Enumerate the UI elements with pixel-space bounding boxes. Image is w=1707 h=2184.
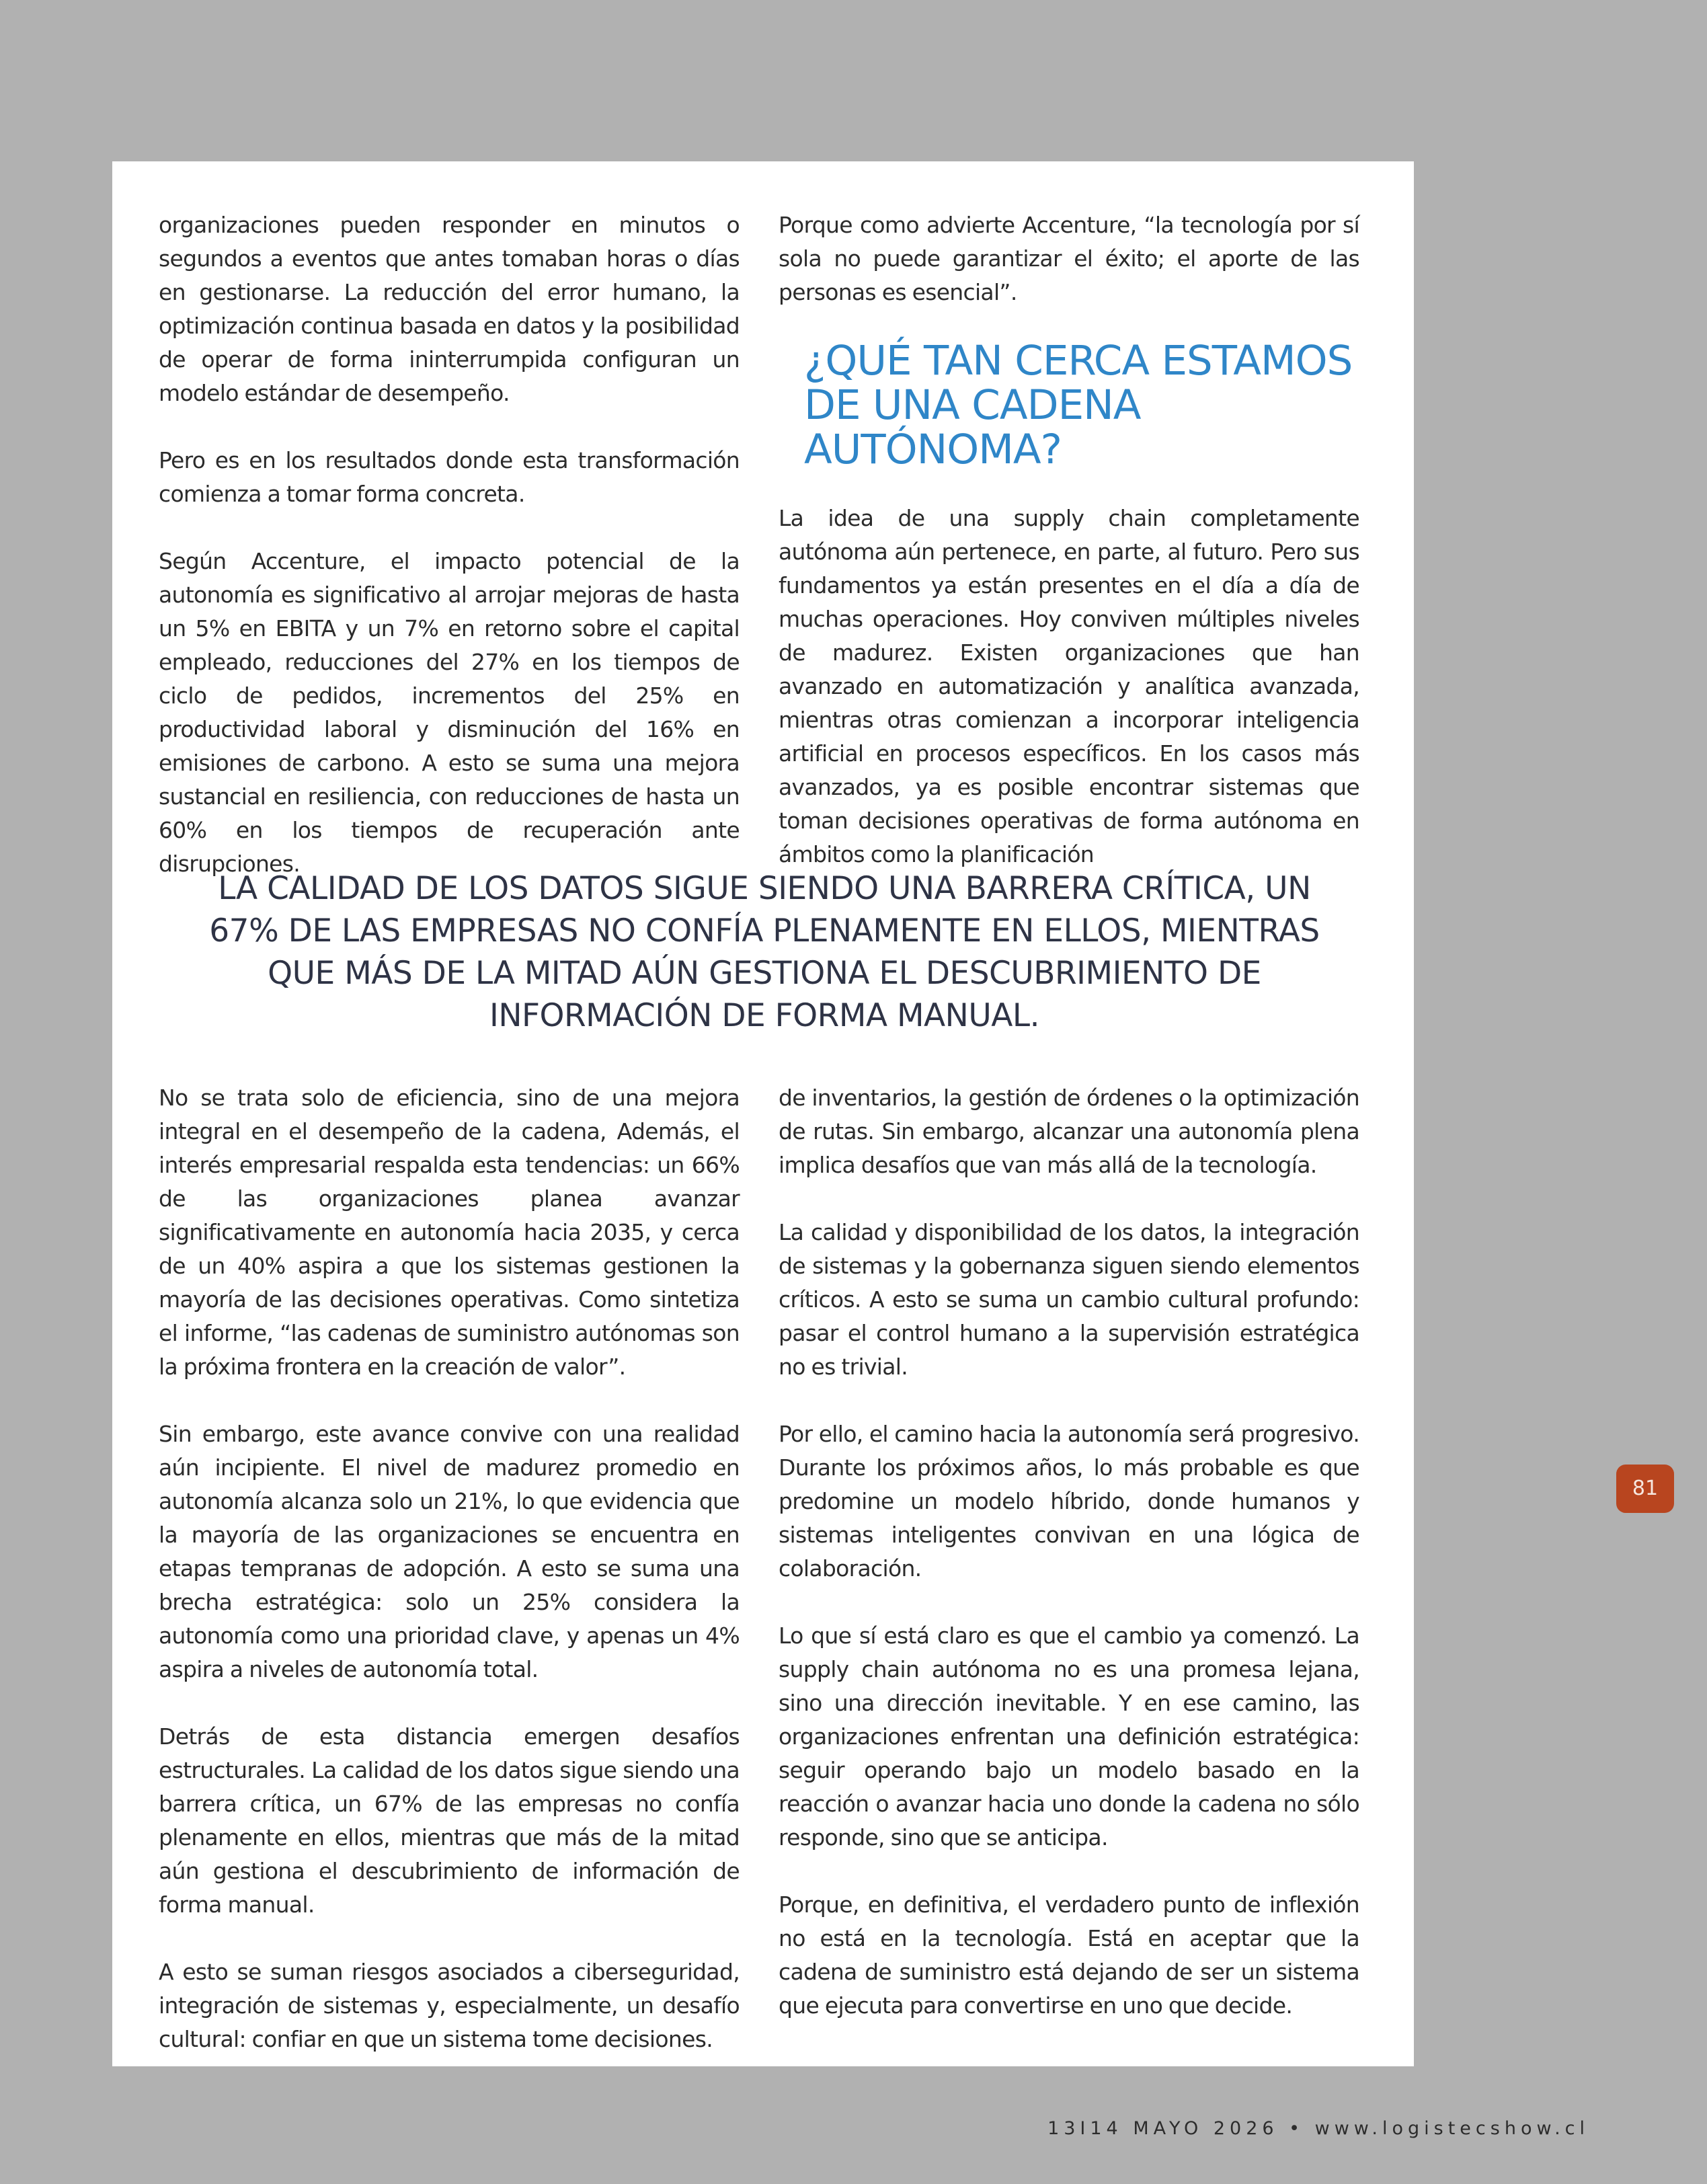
column-left-bottom [159,1081,740,2056]
article-page [112,161,1414,2066]
paragraph: La idea de una supply chain completamente autónoma aún pertenece, en parte, al futuro. Pero sus fundamentos ya están presentes en el día a día de muchas operaciones. Hoy conviven múltiples niveles de madurez. Existen organizaciones que han avanzado en automatización y analítica avanzada, mientras otras comienzan a incorporar inteligencia artificial en procesos específicos. En los casos más avanzados, ya es posible encontrar sistemas que toman decisiones operativas de forma autónoma en ámbitos como la planificación [779,505,1359,867]
paragraph: Porque como advierte Accenture, “la tecnología por sí sola no puede garantizar el éxito; el aporte de las personas es esencial”. [779,212,1359,305]
paragraph: Sin embargo, este avance convive con una realidad aún incipiente. El nivel de madurez promedio en autonomía alcanza solo un 21%, lo que evidencia que la mayoría de las organizaciones se encuentra en etapas tempranas de adopción. A esto se suma una brecha estratégica: solo un 25% considera la autonomía como una prioridad clave, y apenas un 4% aspira a niveles de autonomía total. [159,1421,740,1682]
paragraph: Porque, en definitiva, el verdadero punto de inflexión no está en la tecnología. Está en aceptar que la cadena de suministro está dejando de ser un sistema que ejecuta para convertirse en uno que decide. [779,1892,1359,2019]
page-number-badge: 81 [1616,1465,1674,1513]
paragraph: Según Accenture, el impacto potencial de la autonomía es significativo al arrojar mejoras de hasta un 5% en EBITA y un 7% en retorno sobre el capital empleado, reducciones del 27% en los tiempos de ciclo de pedidos, incrementos del 25% en productividad laboral y disminución del 16% en emisiones de carbono. A esto se suma una mejora sustancial en resiliencia, con reducciones de hasta un 60% en los tiempos de recuperación ante disrupciones. [159,548,740,877]
paragraph: Detrás de esta distancia emergen desafíos estructurales. La calidad de los datos sigue siendo una barrera crítica, un 67% de las empresas no confía plenamente en ellos, mientras que más de la mitad aún gestiona el descubrimiento de información de forma manual. [159,1723,740,1918]
paragraph: A esto se suman riesgos asociados a ciberseguridad, integración de sistemas y, especialmente, un desafío cultural: confiar en que un sistema tome decisiones. [159,1959,740,2052]
paragraph: organizaciones pueden responder en minutos o segundos a eventos que antes tomaban horas o días en gestionarse. La reducción del error humano, la optimización continua basada en datos y la posibilidad de operar de forma ininterrumpida configuran un modelo estándar de desempeño. [159,212,740,406]
section-heading: ¿QUÉ TAN CERCA ESTAMOS DE UNA CADENA AUTÓNOMA? [804,337,1353,473]
column-right-top [779,208,1359,871]
column-left-top [159,208,740,881]
paragraph: Por ello, el camino hacia la autonomía será progresivo. Durante los próximos años, lo más probable es que predomine un modelo híbrido, donde humanos y sistemas inteligentes convivan en una lógica de colaboración. [779,1421,1359,1582]
paragraph: La calidad y disponibilidad de los datos, la integración de sistemas y la gobernanza siguen siendo elementos críticos. A esto se suma un cambio cultural profundo: pasar el control humano a la supervisión estratégica no es trivial. [779,1219,1359,1380]
paragraph: Lo que sí está claro es que el cambio ya comenzó. La supply chain autónoma no es una promesa lejana, sino una dirección inevitable. Y en ese camino, las organizaciones enfrentan una definición estratégica: seguir operando bajo un modelo basado en la reacción o avanzar hacia uno donde la cadena no sólo responde, sino que se anticipa. [779,1623,1359,1850]
pull-quote: LA CALIDAD DE LOS DATOS SIGUE SIENDO UNA BARRERA CRÍTICA, UN 67% DE LAS EMPRESAS NO CONFÍA PLENAMENTE EN ELLOS, MIENTRAS QUE MÁS DE LA MITAD AÚN GESTIONA EL DESCUBRIMIENTO DE INFORMACIÓN DE FORMA MANUAL. [209,870,1320,1034]
paragraph: de inventarios, la gestión de órdenes o la optimización de rutas. Sin embargo, alcanzar una autonomía plena implica desafíos que van más allá de la tecnología. [779,1085,1359,1178]
paragraph: No se trata solo de eficiencia, sino de una mejora integral en el desempeño de la cadena, Además, el interés empresarial respalda esta tendencias: un 66% de las organizaciones planea avanzar significativamente en autonomía hacia 2035, y cerca de un 40% aspira a que los sistemas gestionen la mayoría de las decisiones operativas. Como sintetiza el informe, “las cadenas de suministro autónomas son la próxima frontera en la creación de valor”. [159,1085,740,1380]
column-right-bottom [779,1081,1359,2023]
paragraph: Pero es en los resultados donde esta transformación comienza a tomar forma concreta. [159,447,740,507]
footer-text: 13I14 MAYO 2026 • www.logistecshow.cl [1047,2118,1589,2139]
